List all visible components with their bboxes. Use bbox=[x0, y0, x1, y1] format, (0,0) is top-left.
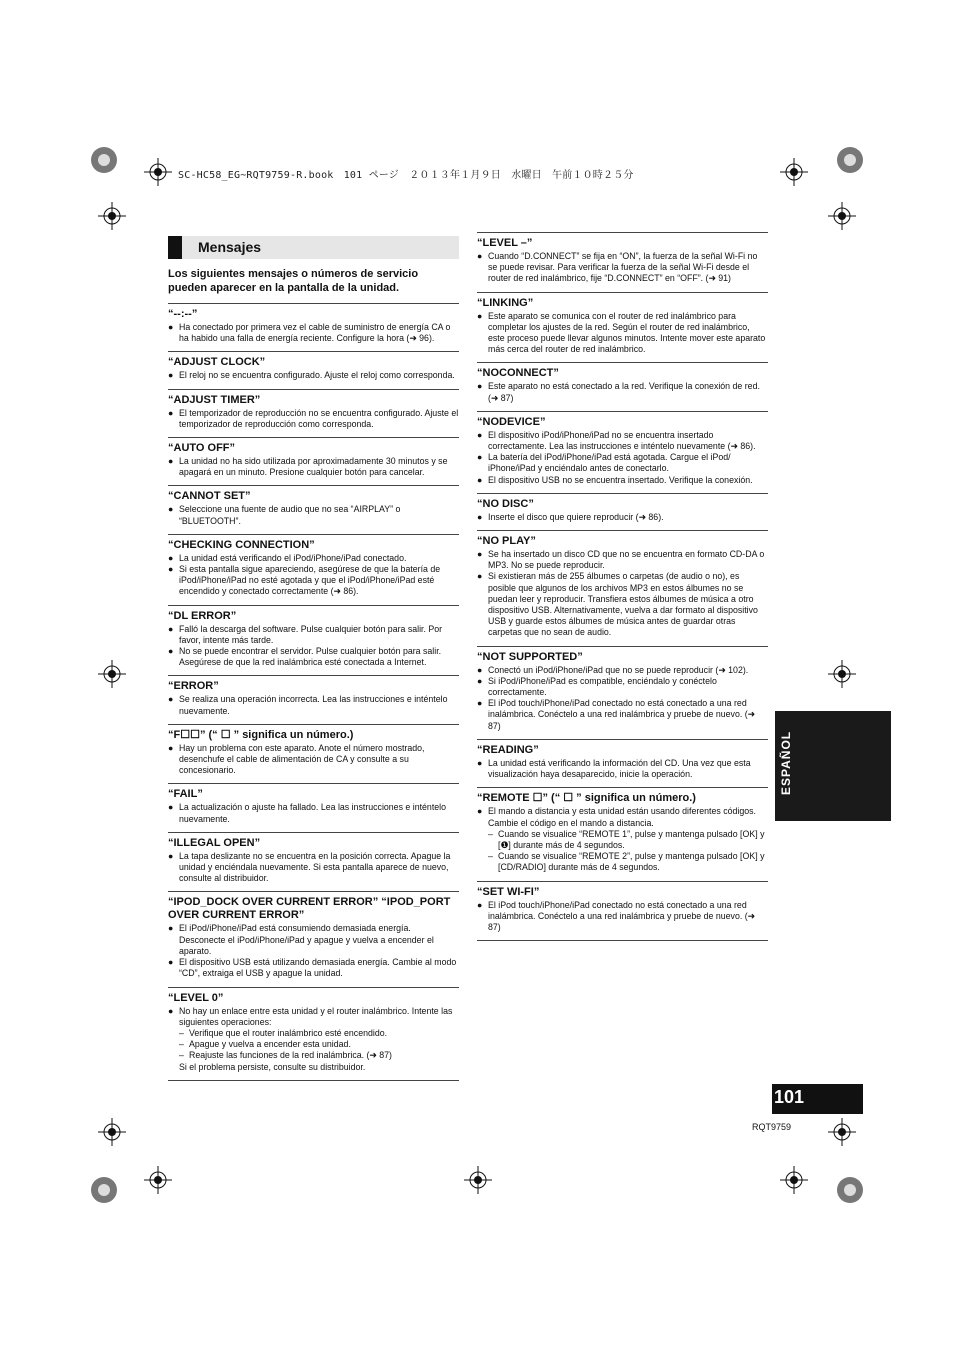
bullet-icon: ● bbox=[477, 381, 483, 392]
bullet-icon: ● bbox=[168, 957, 174, 968]
bullet-icon: ● bbox=[477, 571, 483, 582]
dash-marker: – bbox=[488, 851, 493, 862]
bullet-item bbox=[168, 624, 459, 646]
message-title: “NODEVICE” bbox=[477, 415, 546, 428]
bullet-item bbox=[168, 504, 459, 526]
crosshair-icon bbox=[828, 660, 858, 690]
item-text: Se ha insertado un disco CD que no se encuentra en formato CD-DA o MP3. No se puede reproducir. bbox=[488, 549, 765, 571]
item-text: Reajuste las funciones de la red inalámbrica. (➜ 87) bbox=[189, 1050, 392, 1061]
item-text: Se realiza una operación incorrecta. Lea las instrucciones e inténtelo nuevamente. bbox=[179, 694, 448, 716]
item-text: Verifique que el router inalámbrico esté encendido. bbox=[189, 1027, 388, 1038]
message-entry bbox=[477, 232, 768, 292]
item-text: Cuando se visualice “REMOTE 1”, pulse y mantenga pulsado [OK] y [❶] durante más de 4 segundos. bbox=[498, 828, 765, 850]
crosshair-icon bbox=[464, 1166, 494, 1196]
page-number: 101 bbox=[774, 1087, 805, 1107]
message-title: “ADJUST TIMER” bbox=[168, 393, 261, 406]
bullet-item bbox=[168, 322, 459, 344]
message-entry bbox=[168, 351, 459, 388]
bullet-item bbox=[477, 571, 768, 638]
message-title: “NO DISC” bbox=[477, 497, 534, 510]
item-text: Ha conectado por primera vez el cable de suministro de energía CA o ha habido una falla de energía reciente. Configure la hora (➜ 96). bbox=[179, 322, 451, 344]
section-header-bar bbox=[168, 236, 182, 259]
message-title: “SET WI-FI” bbox=[477, 885, 540, 898]
left-entries-list bbox=[168, 303, 459, 1081]
message-body bbox=[168, 322, 459, 344]
message-body bbox=[168, 1006, 459, 1073]
message-entry bbox=[168, 675, 459, 723]
message-title: “F☐☐” (“ ☐ ” significa un número.) bbox=[168, 728, 354, 741]
message-title: “ILLEGAL OPEN” bbox=[168, 836, 261, 849]
section-title: Mensajes bbox=[198, 239, 262, 255]
item-text: El dispositivo USB está utilizando demasiada energía. Cambie al modo “CD”, extraiga el USB y apague la unidad. bbox=[179, 957, 457, 979]
message-title: “CANNOT SET” bbox=[168, 490, 251, 503]
message-title: “NOT SUPPORTED” bbox=[477, 650, 583, 663]
dash-marker: – bbox=[179, 1027, 184, 1038]
message-title: “LEVEL –” bbox=[477, 237, 533, 249]
message-body bbox=[477, 381, 768, 403]
item-text: Conectó un iPod/iPhone/iPad que no se puede reproducir (➜ 102). bbox=[488, 664, 749, 675]
message-title: “NO PLAY” bbox=[477, 535, 536, 548]
bullet-item bbox=[168, 564, 459, 598]
bullet-item bbox=[168, 646, 459, 668]
bullet-icon: ● bbox=[477, 698, 483, 709]
item-text: La tapa deslizante no se encuentra en la posición correcta. Apague la unidad y enciéndala nuevamente. Si esta pantalla aparece de nuevo, consulte al distribuidor. bbox=[179, 850, 451, 884]
bullet-icon: ● bbox=[168, 504, 174, 515]
message-title: “IPOD_DOCK OVER CURRENT ERROR” “IPOD_PORT OVER CURRENT ERROR” bbox=[168, 896, 451, 922]
message-body bbox=[477, 251, 768, 285]
item-text: El dispositivo iPod/iPhone/iPad no se encuentra insertado correctamente. Lea las instrucciones e inténtelo nuevamente (➜ 86). bbox=[488, 429, 756, 452]
bullet-item bbox=[477, 512, 768, 523]
bullet-icon: ● bbox=[168, 1005, 174, 1016]
registration-rosette-icon bbox=[82, 1168, 142, 1228]
message-body bbox=[168, 408, 459, 430]
item-text: Hay un problema con este aparato. Anote el número mostrado, desenchufe el cable de alimentación de CA y consulte a su concesionario. bbox=[179, 742, 425, 776]
crosshair-icon bbox=[828, 1118, 858, 1148]
registration-rosette-icon bbox=[82, 138, 142, 198]
message-entry bbox=[168, 485, 459, 533]
bullet-icon: ● bbox=[477, 310, 483, 321]
plain-line bbox=[168, 1062, 459, 1073]
bullet-icon: ● bbox=[477, 899, 483, 910]
item-text: El iPod touch/iPhone/iPad conectado no está conectado a una red inalámbrica. Conéctelo a una red inalámbrica y pruebe de nuevo. (➜ 87) bbox=[488, 899, 756, 932]
message-body bbox=[168, 456, 459, 478]
message-title: “READING” bbox=[477, 743, 539, 756]
item-text: El iPod/iPhone/iPad está consumiendo demasiada energía. Desconecte el iPod/iPhone/iPad y apague y vuelva a encender el aparato. bbox=[179, 923, 434, 956]
message-title: “FAIL” bbox=[168, 788, 203, 801]
bullet-icon: ● bbox=[477, 757, 483, 768]
column-end-rule bbox=[168, 1080, 459, 1081]
message-entry bbox=[168, 605, 459, 676]
item-text: El iPod touch/iPhone/iPad conectado no está conectado a una red inalámbrica. Conéctelo a una red inalámbrica y pruebe de nuevo. (➜ 87) bbox=[488, 698, 756, 731]
bullet-item bbox=[168, 851, 459, 885]
dash-item bbox=[168, 1039, 459, 1050]
bullet-item bbox=[168, 553, 459, 564]
message-entry bbox=[168, 303, 459, 351]
message-entry bbox=[477, 411, 768, 493]
bullet-icon: ● bbox=[168, 407, 174, 418]
bullet-item bbox=[477, 665, 768, 676]
bullet-item bbox=[477, 381, 768, 403]
message-entry bbox=[477, 646, 768, 739]
crosshair-icon bbox=[144, 158, 174, 188]
message-body bbox=[477, 311, 768, 356]
message-title: “NOCONNECT” bbox=[477, 367, 559, 380]
bullet-item bbox=[477, 475, 768, 486]
registration-rosette-icon bbox=[828, 138, 888, 198]
message-entry bbox=[477, 739, 768, 787]
bullet-item bbox=[168, 923, 459, 957]
bullet-icon: ● bbox=[168, 456, 174, 467]
right-entries-list bbox=[477, 232, 768, 941]
language-side-tab bbox=[775, 711, 891, 821]
item-text: Si el problema persiste, consulte su distribuidor. bbox=[179, 1061, 366, 1072]
bullet-item bbox=[477, 758, 768, 780]
message-title: “LEVEL 0” bbox=[168, 991, 224, 1004]
left-column bbox=[168, 236, 459, 1081]
crosshair-icon bbox=[780, 1166, 810, 1196]
message-body bbox=[168, 624, 459, 669]
item-text: Cuando “D.CONNECT” se fija en “ON”, la fuerza de la señal Wi-Fi no se puede revisar. Para verificar la fuerza de la señal Wi-Fi desde el router de red inalámbrico, fije “D.CONNECT” en “OFF”. (➜ 91) bbox=[488, 251, 758, 284]
item-text: El temporizador de reproducción no se encuentra configurado. Ajuste el temporizador de reproducción como corresponda. bbox=[179, 407, 459, 429]
message-title: “CHECKING CONNECTION” bbox=[168, 538, 315, 551]
item-text: Si iPod/iPhone/iPad es compatible, enciéndalo y conéctelo correctamente. bbox=[488, 675, 717, 698]
bullet-icon: ● bbox=[168, 742, 174, 753]
dash-marker: – bbox=[179, 1039, 184, 1050]
item-text: El mando a distancia y esta unidad están usando diferentes códigos. Cambie el código en el mando a distancia. bbox=[488, 806, 756, 828]
message-body bbox=[168, 923, 459, 979]
bullet-item bbox=[477, 549, 768, 571]
message-entry bbox=[168, 987, 459, 1080]
item-text: No se puede encontrar el servidor. Pulse cualquier botón para salir. Asegúrese de que la red inalámbrica esté conectada a Internet. bbox=[179, 646, 442, 668]
message-body bbox=[168, 504, 459, 526]
message-entry bbox=[168, 891, 459, 986]
item-text: Falló la descarga del software. Pulse cualquier botón para salir. Por favor, intente más tarde. bbox=[179, 623, 443, 645]
item-text: Seleccione una fuente de audio que no sea “AIRPLAY” o “BLUETOOTH”. bbox=[179, 504, 401, 526]
bullet-item bbox=[477, 430, 768, 452]
message-entry bbox=[477, 787, 768, 880]
crosshair-icon bbox=[144, 1166, 174, 1196]
message-entry bbox=[168, 534, 459, 605]
bullet-icon: ● bbox=[168, 564, 174, 575]
message-body bbox=[477, 512, 768, 523]
item-text: La actualización o ajuste ha fallado. Lea las instrucciones e inténtelo nuevamente. bbox=[179, 802, 447, 824]
message-entry bbox=[477, 530, 768, 646]
bullet-icon: ● bbox=[168, 322, 174, 332]
bullet-icon: ● bbox=[477, 806, 483, 817]
message-body bbox=[477, 665, 768, 732]
crosshair-icon bbox=[780, 158, 810, 188]
bullet-icon: ● bbox=[477, 474, 483, 485]
message-title: “ERROR” bbox=[168, 680, 219, 693]
message-entry bbox=[168, 724, 459, 784]
message-title: “REMOTE ☐” (“ ☐ ” significa un número.) bbox=[477, 792, 696, 805]
message-body bbox=[168, 802, 459, 824]
bullet-item bbox=[168, 802, 459, 824]
item-text: Este aparato no está conectado a la red. Verifique la conexión de red. (➜ 87) bbox=[488, 381, 760, 403]
message-body bbox=[477, 430, 768, 486]
message-entry bbox=[477, 881, 768, 941]
message-body bbox=[168, 851, 459, 885]
item-text: Si existieran más de 255 álbumes o carpetas (de audio o no), es posible que algunos de los archivos MP3 en estos álbumes no se puedan leer y reproducir. Transfiera estos álbumes de música a otro dispositivo USB. Alternativamente, vuelva a dar formato al dispositivo USB y guarde estos álbumes de música antes de guardar otras carpetas que no sean de audio. bbox=[488, 571, 758, 638]
message-entry bbox=[168, 437, 459, 485]
crosshair-icon bbox=[98, 660, 128, 690]
item-text: Inserte el disco que quiere reproducir (➜ 86). bbox=[488, 511, 664, 522]
column-end-rule bbox=[477, 940, 768, 941]
document-code: RQT9759 bbox=[752, 1122, 792, 1132]
section-header bbox=[168, 236, 459, 259]
crosshair-icon bbox=[828, 202, 858, 232]
bullet-icon: ● bbox=[477, 429, 483, 440]
message-body bbox=[477, 549, 768, 639]
bullet-icon: ● bbox=[168, 623, 174, 634]
item-text: La unidad está verificando la información del CD. Una vez que esta visualización haya desaparecido, inicie la operación. bbox=[488, 757, 751, 780]
message-body bbox=[168, 370, 459, 381]
message-title: “ADJUST CLOCK” bbox=[168, 356, 266, 369]
item-text: El reloj no se encuentra configurado. Ajuste el reloj como corresponda. bbox=[179, 370, 455, 381]
bullet-icon: ● bbox=[477, 549, 483, 560]
item-text: Este aparato se comunica con el router de red inalámbrico para completar los ajustes de la red. Según el router de red inalámbrico, este proceso puede llevar algunos minutos. Intente mover este aparato más cerca del router de red inalámbrico. bbox=[488, 310, 766, 355]
bullet-item bbox=[168, 1006, 459, 1028]
message-entry bbox=[168, 783, 459, 831]
message-body bbox=[477, 900, 768, 934]
crosshair-icon bbox=[98, 1118, 128, 1148]
bullet-item bbox=[477, 676, 768, 698]
bullet-item bbox=[168, 408, 459, 430]
bullet-icon: ● bbox=[168, 646, 174, 657]
bullet-item bbox=[168, 694, 459, 716]
bullet-item bbox=[168, 370, 459, 381]
file-header-line: SC-HC58_EG~RQT9759-R.book 101 ページ ２０１３年１月９日 水曜日 午前１０時２５分 bbox=[178, 170, 634, 181]
bullet-item bbox=[477, 698, 768, 732]
message-body bbox=[477, 806, 768, 873]
dash-item bbox=[168, 1028, 459, 1039]
dash-marker: – bbox=[179, 1050, 184, 1061]
message-title: “AUTO OFF” bbox=[168, 442, 236, 455]
dash-item bbox=[477, 829, 768, 851]
message-body bbox=[168, 553, 459, 598]
bullet-item bbox=[168, 456, 459, 478]
bullet-icon: ● bbox=[168, 370, 174, 381]
message-body bbox=[168, 743, 459, 777]
item-text: No hay un enlace entre esta unidad y el router inalámbrico. Intente las siguientes operaciones: bbox=[179, 1005, 453, 1027]
bullet-icon: ● bbox=[477, 664, 483, 675]
message-title: “DL ERROR” bbox=[168, 609, 237, 622]
bullet-icon: ● bbox=[168, 802, 174, 813]
registration-rosette-icon bbox=[828, 1168, 888, 1228]
bullet-icon: ● bbox=[168, 552, 174, 563]
message-entry bbox=[477, 493, 768, 530]
bullet-icon: ● bbox=[477, 511, 483, 522]
bullet-icon: ● bbox=[168, 850, 174, 861]
dash-item bbox=[168, 1050, 459, 1061]
item-text: Si esta pantalla sigue apareciendo, asegúrese de que la batería de iPod/iPhone/iPad no esté agotada y que el iPod/iPhone/iPad esté encendido y conectado correctamente (➜ 86). bbox=[179, 564, 441, 597]
message-title: “LINKING” bbox=[477, 296, 534, 309]
item-text: La unidad está verificando el iPod/iPhone/iPad conectado. bbox=[179, 552, 407, 563]
right-column bbox=[477, 232, 768, 941]
bullet-item bbox=[168, 743, 459, 777]
dash-marker: – bbox=[488, 828, 493, 839]
bullet-icon: ● bbox=[168, 694, 174, 705]
message-entry bbox=[477, 292, 768, 363]
page-number-box bbox=[772, 1084, 863, 1114]
item-text: Apague y vuelva a encender esta unidad. bbox=[189, 1039, 351, 1050]
message-body bbox=[168, 694, 459, 716]
message-entry bbox=[168, 389, 459, 437]
bullet-item bbox=[477, 251, 768, 285]
message-entry bbox=[168, 832, 459, 892]
bullet-icon: ● bbox=[168, 923, 174, 934]
bullet-item bbox=[477, 311, 768, 356]
message-entry bbox=[477, 362, 768, 410]
item-text: La batería del iPod/iPhone/iPad está agotada. Cargue el iPod/ iPhone/iPad y enciéndalo antes de conectarlo. bbox=[488, 452, 731, 474]
item-text: La unidad no ha sido utilizada por aproximadamente 30 minutos y se apagará en un minuto. Presione cualquier botón para cancelar. bbox=[179, 456, 448, 478]
dash-item bbox=[477, 851, 768, 873]
bullet-item bbox=[477, 900, 768, 934]
bullet-icon: ● bbox=[477, 675, 483, 686]
bullet-item bbox=[477, 452, 768, 474]
message-title: “--:--” bbox=[168, 308, 198, 320]
item-text: El dispositivo USB no se encuentra insertado. Verifique la conexión. bbox=[488, 474, 753, 485]
bullet-icon: ● bbox=[477, 452, 483, 463]
language-label: ESPAÑOL bbox=[779, 730, 793, 795]
section-intro: Los siguientes mensajes o números de servicio pueden aparecer en la pantalla de la unidad. bbox=[168, 268, 419, 294]
message-body bbox=[477, 758, 768, 780]
bullet-item bbox=[477, 806, 768, 828]
item-text: Cuando se visualice “REMOTE 2”, pulse y mantenga pulsado [OK] y [CD/RADIO] durante más de 4 segundos. bbox=[498, 851, 765, 873]
bullet-item bbox=[168, 957, 459, 979]
crosshair-icon bbox=[98, 202, 128, 232]
bullet-icon: ● bbox=[477, 251, 483, 261]
